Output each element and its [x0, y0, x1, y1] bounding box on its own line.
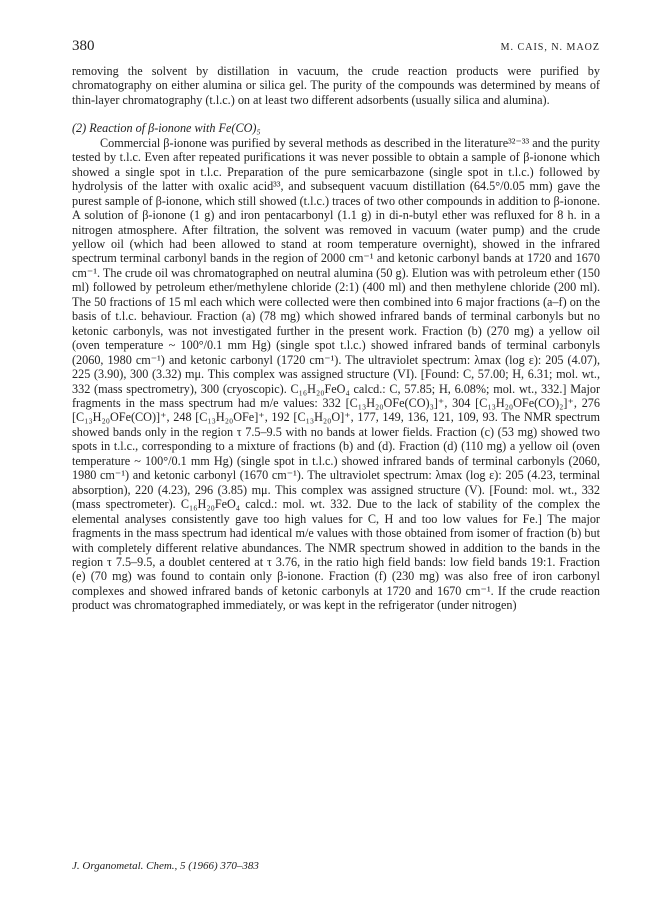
page	[72, 38, 600, 613]
page-number: 380	[72, 38, 95, 54]
author-header: M. CAIS, N. MAOZ	[500, 42, 600, 53]
journal-citation-footer: J. Organometal. Chem., 5 (1966) 370–383	[72, 860, 259, 872]
intro-paragraph: removing the solvent by distillation in vacuum, the crude reaction products were purified by chromatography on either alumina or silica gel. The purity of the compounds was determined by means of thin-layer chromatography (t.l.c.) on at least two different adsorbents (usually silica and alumina).	[72, 64, 600, 107]
section-heading: (2) Reaction of β-ionone with Fe(CO)₅	[72, 121, 261, 136]
section-paragraph: Commercial β-ionone was purified by several methods as described in the literature³²⁻³³ and the purity tested by t.l.c. Even after repeated purifications it was never possible to obtain a sample of β-ionone which showed a single spot in t.l.c. Preparation of the pure semicarbazone (single spot in t.l.c.) followed by hydrolysis of the latter with oxalic acid³³, and subsequent vacuum distillation (64.5°/0.05 mm) gave the purest sample of β-ionone, which still showed (t.l.c.) traces of two other compounds in addition to β-ionone. A solution of β-ionone (1 g) and iron pentacarbonyl (1.1 g) in di-n-butyl ether was refluxed for 8 h. in a nitrogen atmosphere. After filtration, the solvent was removed in vacuum (water pump) and the crude yellow oil (which had been allowed to stand at room temperature overnight), showed in the infrared spectrum terminal carbonyl bands in the region of 2000 cm⁻¹ and ketonic carbonyl bands at 1720 and 1670 cm⁻¹. The crude oil was chromatographed on neutral alumina (50 g). Elution was with petroleum ether (150 ml) followed by petroleum ether/methylene chloride (2:1) (400 ml) and then methylene chloride (200 ml). The 50 fractions of 15 ml each which were collected were then combined into 6 major fractions (a–f) on the basis of t.l.c. behaviour. Fraction (a) (78 mg) which showed infrared bands of terminal carbonyls but no ketonic carbonyls, was not investigated further in the present work. Fraction (b) (270 mg) a yellow oil (oven temperature ~ 100°/0.1 mm Hg) (single spot t.l.c.) showed infrared bands of terminal carbonyls (2060, 1980 cm⁻¹) and ketonic carbonyl (1720 cm⁻¹). The ultraviolet spectrum: λmax (log ε): 205 (4.07), 225 (3.90), 300 (3.32) mμ. This complex was assigned structure (VI). [Found: C, 57.00; H, 6.31; mol. wt., 332 (mass spectrometry), 300 (cryoscopic). C₁₆H₂₀FeO₄ calcd.: C, 57.85; H, 6.08%; mol. wt., 332.] Major fragments in the mass spectrum had m/e values: 332 [C₁₃H₂₀OFe(CO)₃]⁺, 304 [C₁₃H₂₀OFe(CO)₂]⁺, 276 [C₁₃H₂₀OFe(CO)]⁺, 248 [C₁₃H₂₀OFe]⁺, 192 [C₁₃H₂₀O]⁺, 177, 149, 136, 121, 109, 93. The NMR spectrum showed bands only in the region τ 7.5–9.5 with no bands at lower fields. Fraction (c) (53 mg) showed two spots in t.l.c., corresponding to a mixture of fractions (b) and (d). Fraction (d) (110 mg) a yellow oil (oven temperature ~ 100°/0.1 mm Hg) (single spot in t.l.c.) showed infrared bands of terminal carbonyls (2060, 1980 cm⁻¹) and ketonic carbonyl (1670 cm⁻¹). The ultraviolet spectrum: λmax (log ε): 205 (4.23, terminal absorption), 220 (4.23), 296 (3.85) mμ. This complex was assigned structure (V). [Found: mol. wt., 332 (mass spectrometer). C₁₆H₂₀FeO₄ calcd.: mol. wt. 332. Due to the lack of stability of the complex the elemental analyses consistently gave too high values for C, H and too low values for Fe.] The major fragments in the mass spectrum had identical m/e values with those obtained from isomer of fraction (b) but with completely different relative abundances. The NMR spectrum showed in addition to the bands in the region τ 7.5–9.5, a doublet centered at τ 3.76, in the ratio high field bands: low field bands 19:1. Fraction (e) (70 mg) was found to contain only β-ionone. Fraction (f) (230 mg) was also free of iron carbonyl complexes and showed infrared bands of ketonic carbonyls at 1720 and 1670 cm⁻¹. If the crude reaction product was chromatographed immediately, or was kept in the refrigerator (under nitrogen)	[72, 135, 600, 613]
running-head	[72, 38, 600, 64]
